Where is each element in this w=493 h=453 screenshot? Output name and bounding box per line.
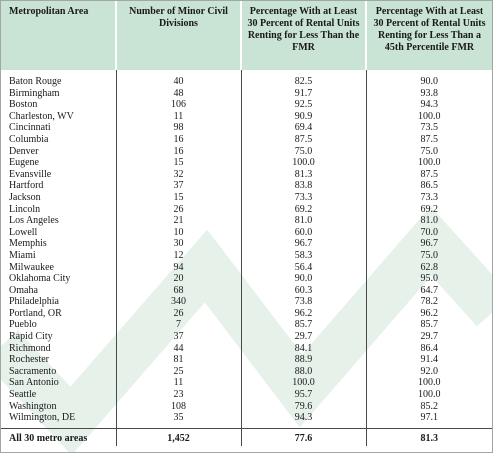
cell-mcd-count: 44	[116, 343, 241, 355]
table-row	[1, 273, 492, 285]
table-row	[1, 192, 492, 204]
cell-mcd-count: 40	[116, 70, 241, 88]
cell-pct-45th-fmr: 64.7	[366, 285, 492, 297]
cell-metro-area: Pueblo	[9, 319, 37, 331]
cell-mcd-count: 35	[116, 412, 241, 428]
header-minor-civil-divisions: Number of Minor Civil Divisions	[116, 1, 241, 70]
header-pct-less-than-fmr: Percentage With at Least 30 Percent of Rental Units Renting for Less Than the FMR	[241, 1, 366, 70]
cell-mcd-count: 108	[116, 401, 241, 413]
cell-pct-fmr: 90.0	[241, 273, 366, 285]
cell-pct-fmr: 69.2	[241, 204, 366, 216]
table-row	[1, 250, 492, 262]
cell-pct-fmr: 96.7	[241, 238, 366, 250]
cell-pct-fmr: 73.8	[241, 296, 366, 308]
cell-pct-45th-fmr: 93.8	[366, 88, 492, 100]
table-row	[1, 180, 492, 192]
cell-pct-45th-fmr: 96.2	[366, 308, 492, 320]
cell-metro-area: Lincoln	[9, 203, 41, 215]
cell-metro-area: Los Angeles	[9, 215, 59, 227]
total-value: 1,452	[116, 428, 241, 446]
table-row	[1, 354, 492, 366]
cell-mcd-count: 25	[116, 366, 241, 378]
cell-pct-fmr: 82.5	[241, 70, 366, 88]
cell-pct-45th-fmr: 100.0	[366, 377, 492, 389]
cell-mcd-count: 68	[116, 285, 241, 297]
cell-metro-area: Portland, OR	[9, 307, 62, 319]
cell-metro-area: Memphis	[9, 238, 47, 250]
cell-pct-45th-fmr: 75.0	[366, 146, 492, 158]
table-row	[1, 204, 492, 216]
cell-pct-fmr: 94.3	[241, 412, 366, 428]
cell-metro-area: Evansville	[9, 168, 52, 180]
table-row	[1, 331, 492, 343]
total-value: 77.6	[241, 428, 366, 446]
table-row	[1, 111, 492, 123]
cell-pct-fmr: 60.3	[241, 285, 366, 297]
cell-pct-45th-fmr: 97.1	[366, 412, 492, 428]
table-row	[1, 389, 492, 401]
cell-pct-fmr: 88.0	[241, 366, 366, 378]
cell-pct-45th-fmr: 81.0	[366, 215, 492, 227]
cell-mcd-count: 10	[116, 227, 241, 239]
table-row	[1, 88, 492, 100]
cell-mcd-count: 30	[116, 238, 241, 250]
cell-mcd-count: 98	[116, 122, 241, 134]
cell-metro-area: Sacramento	[9, 365, 57, 377]
cell-metro-area: Rapid City	[9, 331, 53, 343]
cell-pct-fmr: 69.4	[241, 122, 366, 134]
cell-mcd-count: 20	[116, 273, 241, 285]
cell-mcd-count: 12	[116, 250, 241, 262]
cell-metro-area: Miami	[9, 249, 36, 261]
table-row	[1, 319, 492, 331]
cell-pct-45th-fmr: 70.0	[366, 227, 492, 239]
cell-pct-fmr: 29.7	[241, 331, 366, 343]
cell-mcd-count: 81	[116, 354, 241, 366]
cell-pct-fmr: 83.8	[241, 180, 366, 192]
cell-mcd-count: 26	[116, 308, 241, 320]
cell-pct-fmr: 100.0	[241, 157, 366, 169]
cell-pct-45th-fmr: 62.8	[366, 262, 492, 274]
cell-metro-area: Seattle	[9, 389, 37, 401]
header-row	[1, 1, 492, 70]
cell-pct-45th-fmr: 94.3	[366, 99, 492, 111]
cell-pct-45th-fmr: 96.7	[366, 238, 492, 250]
cell-mcd-count: 48	[116, 88, 241, 100]
cell-metro-area: Columbia	[9, 133, 49, 145]
cell-pct-45th-fmr: 100.0	[366, 389, 492, 401]
cell-pct-45th-fmr: 85.2	[366, 401, 492, 413]
table-row	[1, 262, 492, 274]
cell-pct-45th-fmr: 100.0	[366, 111, 492, 123]
cell-pct-fmr: 81.3	[241, 169, 366, 181]
cell-pct-fmr: 58.3	[241, 250, 366, 262]
table-row	[1, 70, 492, 88]
cell-metro-area: Wilmington, DE	[9, 412, 76, 424]
cell-metro-area: Richmond	[9, 342, 51, 354]
cell-pct-45th-fmr: 86.5	[366, 180, 492, 192]
cell-metro-area: Lowell	[9, 226, 38, 238]
cell-mcd-count: 32	[116, 169, 241, 181]
table-row	[1, 122, 492, 134]
cell-pct-45th-fmr: 92.0	[366, 366, 492, 378]
cell-pct-fmr: 73.3	[241, 192, 366, 204]
cell-pct-fmr: 75.0	[241, 146, 366, 158]
cell-pct-fmr: 96.2	[241, 308, 366, 320]
cell-metro-area: San Antonio	[9, 377, 59, 389]
cell-pct-45th-fmr: 95.0	[366, 273, 492, 285]
cell-mcd-count: 16	[116, 146, 241, 158]
cell-mcd-count: 37	[116, 180, 241, 192]
cell-metro-area: Omaha	[9, 284, 38, 296]
table-row	[1, 308, 492, 320]
table-row	[1, 157, 492, 169]
cell-pct-45th-fmr: 75.0	[366, 250, 492, 262]
cell-metro-area: Boston	[9, 99, 38, 111]
cell-mcd-count: 37	[116, 331, 241, 343]
cell-mcd-count: 21	[116, 215, 241, 227]
cell-mcd-count: 11	[116, 377, 241, 389]
total-label: All 30 metro areas	[1, 428, 116, 446]
cell-pct-fmr: 60.0	[241, 227, 366, 239]
cell-metro-area: Oklahoma City	[9, 273, 71, 285]
table-row	[1, 377, 492, 389]
table-row	[1, 296, 492, 308]
table-row	[1, 366, 492, 378]
cell-mcd-count: 11	[116, 111, 241, 123]
cell-metro-area: Washington	[9, 400, 57, 412]
cell-pct-fmr: 56.4	[241, 262, 366, 274]
cell-pct-45th-fmr: 100.0	[366, 157, 492, 169]
header-metropolitan-area: Metropolitan Area	[1, 1, 116, 70]
table-row	[1, 401, 492, 413]
cell-metro-area: Philadelphia	[9, 296, 59, 308]
cell-pct-fmr: 91.7	[241, 88, 366, 100]
cell-metro-area: Jackson	[9, 191, 41, 203]
data-table	[1, 1, 492, 446]
cell-mcd-count: 26	[116, 204, 241, 216]
cell-metro-area: Rochester	[9, 354, 49, 366]
table-row	[1, 99, 492, 111]
cell-pct-45th-fmr: 86.4	[366, 343, 492, 355]
cell-mcd-count: 340	[116, 296, 241, 308]
table-row	[1, 146, 492, 158]
total-value: 81.3	[366, 428, 492, 446]
cell-mcd-count: 23	[116, 389, 241, 401]
cell-pct-45th-fmr: 29.7	[366, 331, 492, 343]
cell-mcd-count: 15	[116, 157, 241, 169]
cell-metro-area: Hartford	[9, 180, 44, 192]
cell-pct-45th-fmr: 90.0	[366, 70, 492, 88]
table-row	[1, 238, 492, 250]
table-row	[1, 285, 492, 297]
cell-metro-area: Cincinnati	[9, 122, 51, 134]
cell-metro-area: Denver	[9, 145, 39, 157]
table-row	[1, 227, 492, 239]
cell-pct-45th-fmr: 85.7	[366, 319, 492, 331]
header-pct-less-than-45th-fmr: Percentage With at Least 30 Percent of Rental Units Renting for Less Than a 45th Percentile FMR	[366, 1, 492, 70]
cell-pct-45th-fmr: 91.4	[366, 354, 492, 366]
cell-mcd-count: 16	[116, 134, 241, 146]
cell-pct-fmr: 88.9	[241, 354, 366, 366]
cell-pct-45th-fmr: 73.3	[366, 192, 492, 204]
table-row	[1, 343, 492, 355]
cell-pct-fmr: 81.0	[241, 215, 366, 227]
cell-pct-fmr: 84.1	[241, 343, 366, 355]
cell-pct-45th-fmr: 87.5	[366, 134, 492, 146]
cell-pct-fmr: 90.9	[241, 111, 366, 123]
cell-metro-area: Birmingham	[9, 87, 60, 99]
table-row	[1, 412, 492, 428]
cell-mcd-count: 106	[116, 99, 241, 111]
cell-pct-fmr: 87.5	[241, 134, 366, 146]
cell-pct-fmr: 85.7	[241, 319, 366, 331]
cell-metro-area: Baton Rouge	[9, 76, 62, 87]
table-row	[1, 134, 492, 146]
table-row	[1, 169, 492, 181]
cell-mcd-count: 15	[116, 192, 241, 204]
cell-mcd-count: 94	[116, 262, 241, 274]
cell-pct-fmr: 92.5	[241, 99, 366, 111]
cell-pct-45th-fmr: 73.5	[366, 122, 492, 134]
cell-pct-45th-fmr: 69.2	[366, 204, 492, 216]
cell-metro-area: Charleston, WV	[9, 110, 74, 122]
cell-pct-fmr: 100.0	[241, 377, 366, 389]
cell-pct-45th-fmr: 78.2	[366, 296, 492, 308]
cell-pct-fmr: 95.7	[241, 389, 366, 401]
cell-metro-area: Milwaukee	[9, 261, 54, 273]
table-row	[1, 215, 492, 227]
cell-metro-area: Eugene	[9, 157, 39, 169]
cell-mcd-count: 7	[116, 319, 241, 331]
cell-pct-45th-fmr: 87.5	[366, 169, 492, 181]
total-row	[1, 428, 492, 446]
cell-pct-fmr: 79.6	[241, 401, 366, 413]
